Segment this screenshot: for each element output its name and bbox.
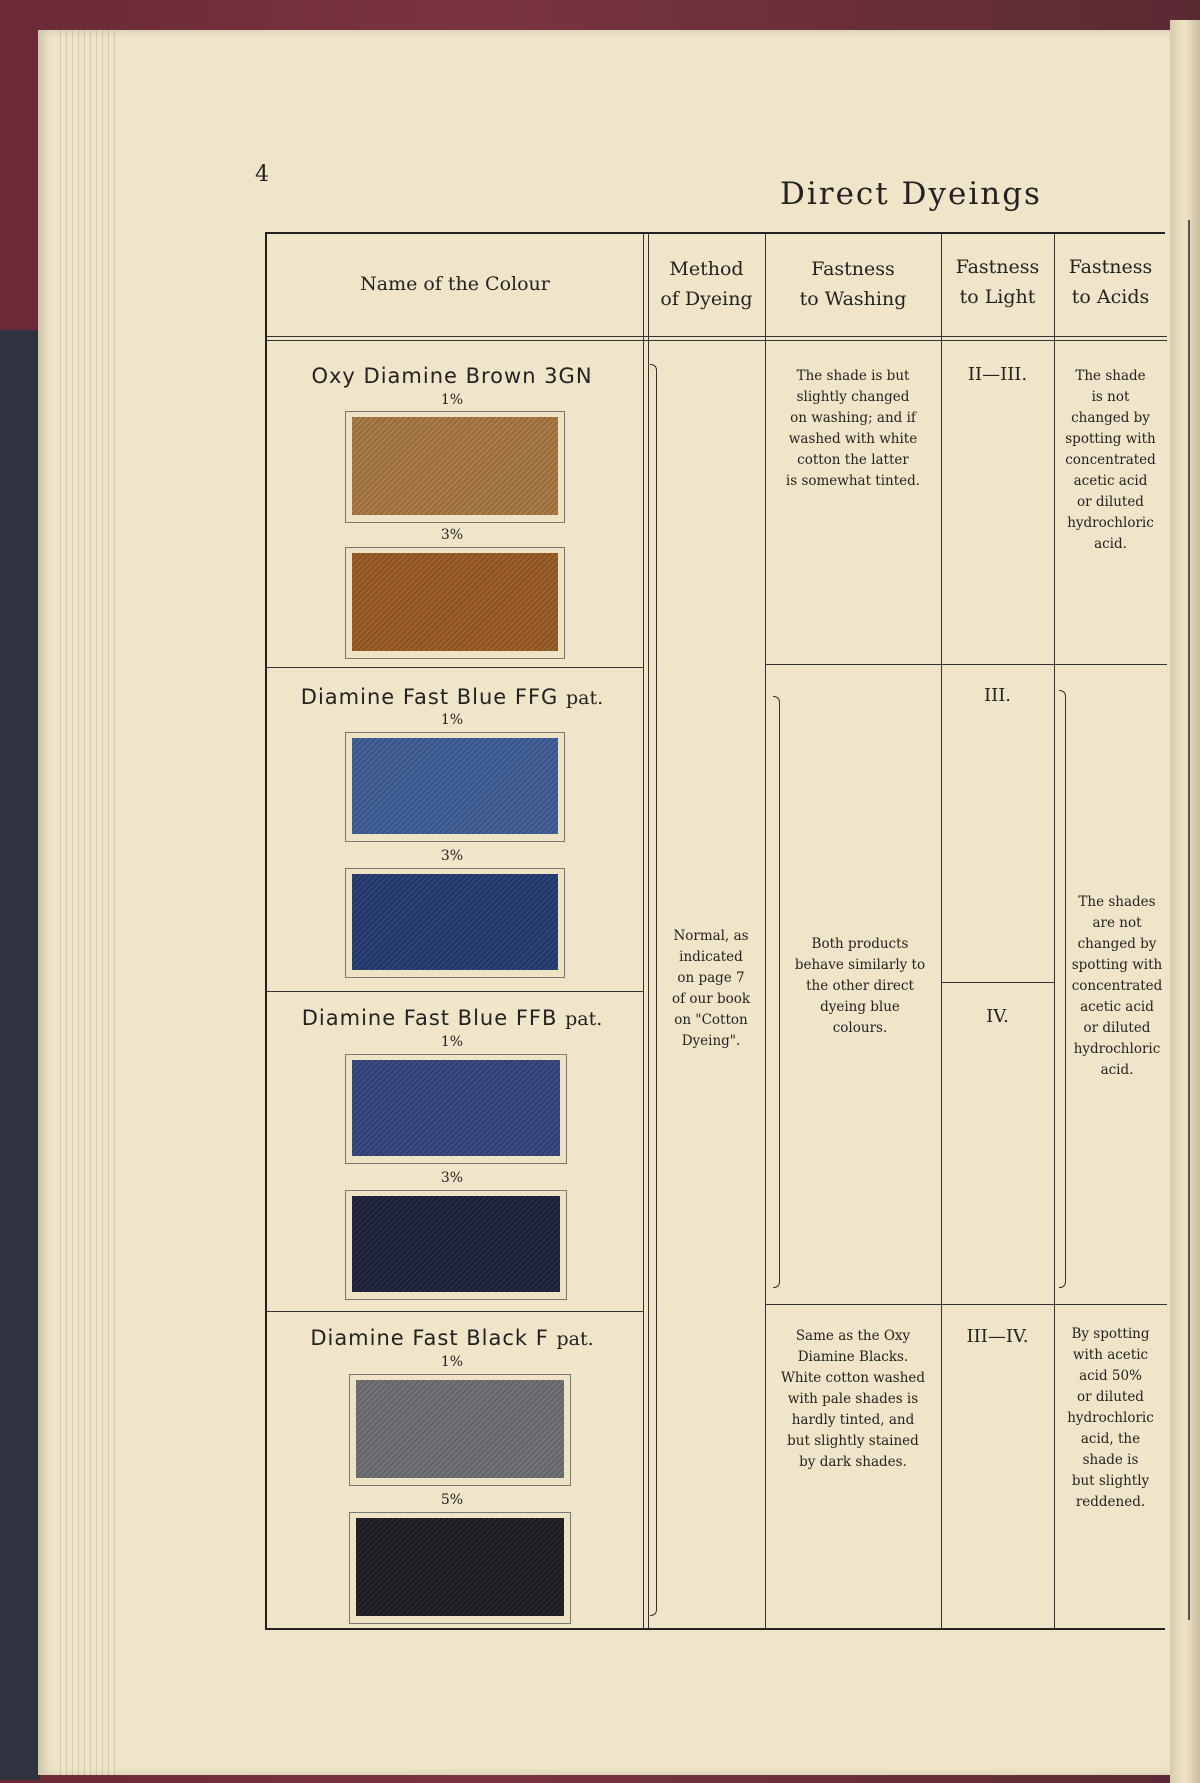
sample-percent: 1% — [440, 1034, 464, 1050]
colour-name: Oxy Diamine Brown 3GN — [311, 364, 593, 388]
header-method: Method of Dyeing — [660, 258, 753, 310]
row-rule — [267, 1311, 643, 1312]
col-divider — [941, 234, 942, 1628]
row-rule — [267, 991, 643, 992]
colour-name: Diamine Fast Blue FFG pat. — [300, 685, 604, 709]
fabric-sample — [345, 732, 565, 842]
row-rule — [941, 982, 1054, 983]
swatch — [356, 1518, 564, 1616]
acids-brown: The shade is not changed by spotting with concentrated acetic acid or diluted hydrochloric acid. — [1065, 368, 1156, 552]
washing-blues: Both products behave similarly to the other direct dyeing blue colours. — [794, 936, 926, 1036]
washing-black: Same as the Oxy Diamine Blacks. White cotton washed with pale shades is hardly tinted, and but slightly stained by dark shades. — [780, 1328, 926, 1470]
sample-percent: 1% — [440, 1354, 464, 1370]
page-gutter — [60, 30, 115, 1775]
swatch — [352, 553, 558, 651]
sample-percent: 1% — [440, 712, 464, 728]
fabric-sample — [345, 1054, 567, 1164]
cover-cloth — [0, 330, 40, 1780]
header-name: Name of the Colour — [360, 273, 550, 295]
page-number: 4 — [255, 162, 269, 187]
header-acids: Fastness to Acids — [1068, 256, 1153, 308]
swatch — [356, 1380, 564, 1478]
swatch — [352, 1060, 560, 1156]
fabric-sample — [349, 1374, 571, 1486]
washing-brown: The shade is but slightly changed on washing; and if washed with white cotton the latter is somewhat tinted. — [785, 368, 921, 489]
swatch — [352, 1196, 560, 1292]
header-washing: Fastness to Washing — [799, 258, 907, 310]
swatch — [352, 874, 558, 970]
fabric-sample — [345, 1190, 567, 1300]
header-rule — [267, 340, 1167, 341]
colour-name: Diamine Fast Black F pat. — [310, 1326, 594, 1350]
col-divider — [643, 234, 644, 1628]
light-rating-black: III—IV. — [966, 1326, 1029, 1347]
sample-percent: 5% — [440, 1492, 464, 1508]
method-brace — [650, 364, 657, 1616]
header-light: Fastness to Light — [955, 256, 1040, 308]
sample-percent: 3% — [440, 1170, 464, 1186]
fabric-sample — [345, 411, 565, 523]
sample-percent: 1% — [440, 392, 464, 408]
acids-black: By spotting with acetic acid 50% or diluted hydrochloric acid, the shade is but slightly reddened. — [1067, 1326, 1154, 1510]
light-rating-ffg: III. — [983, 685, 1012, 706]
fabric-sample — [349, 1512, 571, 1624]
acids-brace — [1059, 690, 1066, 1288]
swatch — [352, 417, 558, 515]
light-rating-ffb: IV. — [986, 1006, 1009, 1027]
next-page-rule — [1188, 220, 1190, 1620]
sample-percent: 3% — [440, 848, 464, 864]
row-rule — [267, 667, 643, 668]
page-title: Direct Dyeings — [780, 176, 1042, 212]
row-rule — [765, 664, 1167, 665]
col-divider — [648, 234, 649, 1628]
row-rule — [765, 1304, 1167, 1305]
page-edge — [1170, 20, 1200, 1783]
fabric-sample — [345, 868, 565, 978]
header-rule — [267, 336, 1167, 337]
dye-table — [265, 232, 1165, 1630]
sample-percent: 3% — [440, 527, 464, 543]
acids-blues: The shades are not changed by spotting with concentrated acetic acid or diluted hydrochloric acid. — [1071, 894, 1163, 1078]
method-text: Normal, as indicated on page 7 of our book on "Cotton Dyeing". — [671, 928, 751, 1049]
colour-name: Diamine Fast Blue FFB pat. — [301, 1006, 603, 1030]
light-rating-brown: II—III. — [967, 364, 1028, 385]
fabric-sample — [345, 547, 565, 659]
swatch — [352, 738, 558, 834]
